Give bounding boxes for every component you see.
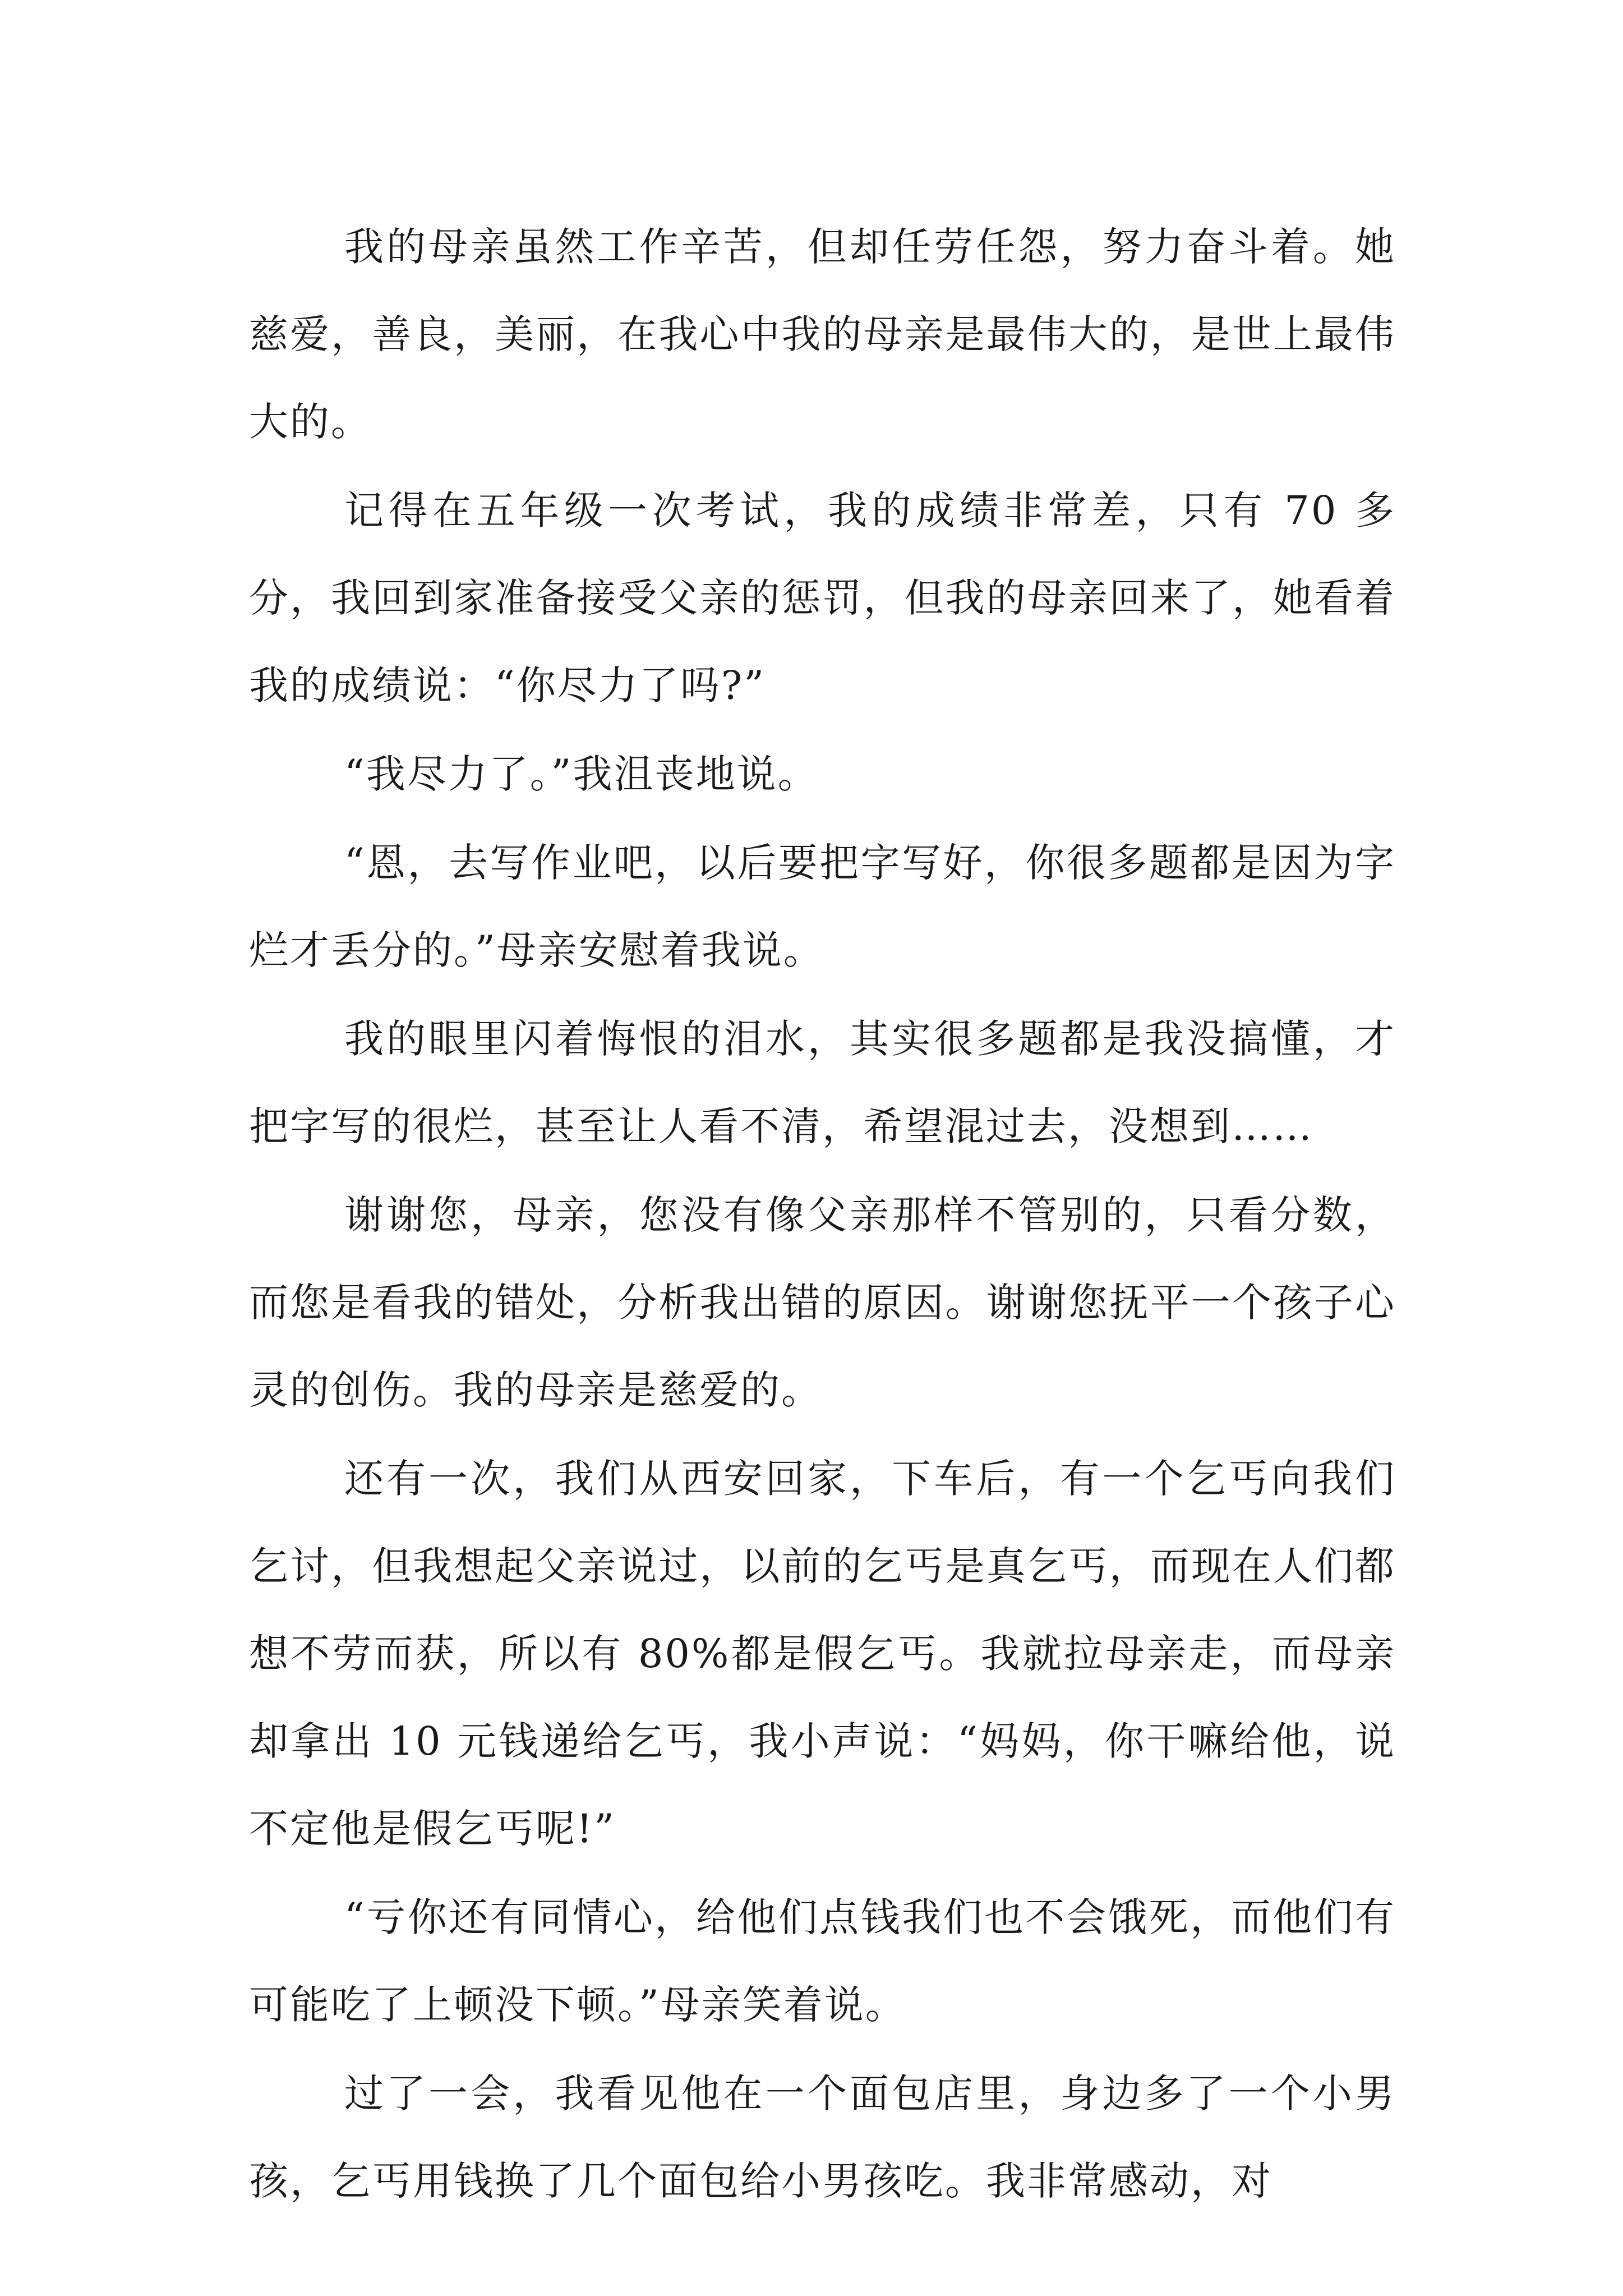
document-body xyxy=(249,203,1396,2226)
paragraph-9: 过了一会，我看见他在一个面包店里，身边多了一个小男孩，乞丐用钱换了几个面包给小男孩吃。我非常感动，对 xyxy=(249,2070,1396,2204)
paragraph-6: 谢谢您，母亲，您没有像父亲那样不管别的，只看分数，而您是看我的错处，分析我出错的原因。谢谢您抚平一个孩子心灵的创伤。我的母亲是慈爱的。 xyxy=(249,1192,1396,1413)
paragraph-2: 记得在五年级一次考试，我的成绩非常差，只有 70 多分，我回到家准备接受父亲的惩罚，但我的母亲回来了，她看着我的成绩说：“你尽力了吗?” xyxy=(249,487,1396,708)
paragraph-3: “我尽力了。”我沮丧地说。 xyxy=(344,751,819,797)
paragraph-7: 还有一次，我们从西安回家，下车后，有一个乞丐向我们乞讨，但我想起父亲说过，以前的乞丐是真乞丐，而现在人们都想不劳而获，所以有 80%都是假乞丐。我就拉母亲走，而母亲却拿出 10 元钱递给乞丐，我小声说：“妈妈，你干嘛给他，说不定他是假乞丐呢!” xyxy=(249,1456,1396,1852)
paragraph-4: “恩，去写作业吧，以后要把字写好，你很多题都是因为字烂才丢分的。”母亲安慰着我说。 xyxy=(249,840,1396,973)
paragraph-8: “亏你还有同情心，给他们点钱我们也不会饿死，而他们有可能吃了上顿没下顿。”母亲笑着说。 xyxy=(249,1894,1396,2028)
paragraph-5: 我的眼里闪着悔恨的泪水，其实很多题都是我没搞懂，才把字写的很烂，甚至让人看不清，希望混过去，没想到…… xyxy=(249,1016,1396,1149)
paragraph-1: 我的母亲虽然工作辛苦，但却任劳任怨，努力奋斗着。她慈爱，善良，美丽，在我心中我的母亲是最伟大的，是世上最伟大的。 xyxy=(249,224,1396,445)
